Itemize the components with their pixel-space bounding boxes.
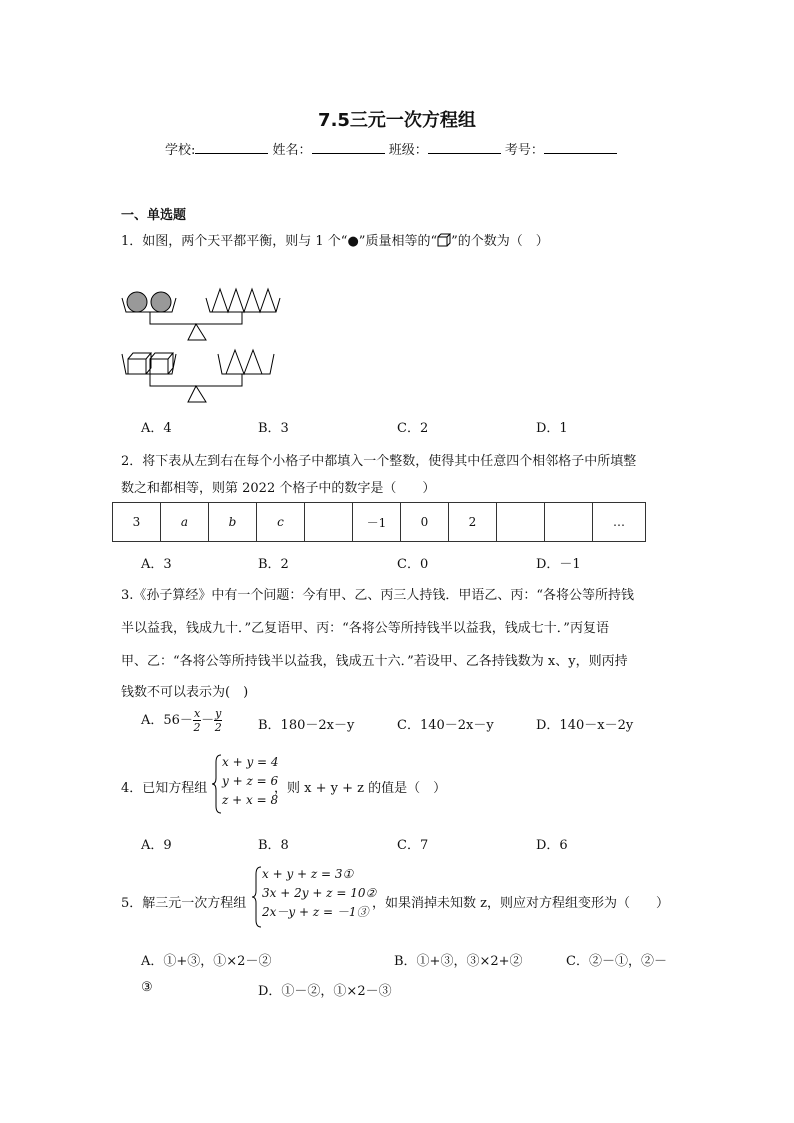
q4-option-c: C．7 xyxy=(397,838,429,853)
number-sequence-table xyxy=(112,502,646,542)
fraction-numerator: y xyxy=(215,707,222,720)
q1-stem-text: 1．如图，两个天平都平衡，则与 1 个“●”质量相等的“ xyxy=(121,234,438,249)
cube-icon xyxy=(437,233,451,247)
table-cell: a xyxy=(161,503,209,542)
table-cell: c xyxy=(257,503,305,542)
fraction-denominator: 2 xyxy=(193,721,201,734)
q4-equation-system xyxy=(222,753,279,810)
name-label: 姓名： xyxy=(272,143,312,158)
equation: 2x－y + z = －1③ xyxy=(262,905,369,919)
q2-option-c: C．0 xyxy=(397,557,429,572)
q3-option-d: D．140－x－2y xyxy=(536,718,634,733)
q5-equation-system xyxy=(262,865,376,922)
school-blank xyxy=(195,141,268,154)
q4-option-a: A．9 xyxy=(141,838,172,853)
q5-option-b: B．①+③，③×2+② xyxy=(394,954,523,969)
fraction xyxy=(193,707,201,734)
equation: x + y = 4 xyxy=(222,755,279,769)
equation: x + y + z = 3① xyxy=(262,867,354,881)
table-cell xyxy=(545,503,593,542)
q4-option-b: B．8 xyxy=(258,838,289,853)
question-3-line-2: 半以益我，钱成九十．”乙复语甲、丙：“各将公等所持钱半以益我，钱成七十．”丙复语 xyxy=(121,621,609,636)
page-title: 7.5三元一次方程组 xyxy=(318,110,476,131)
q2-option-b: B．2 xyxy=(258,557,289,572)
equation: z + x = 8 xyxy=(222,793,279,807)
minus-sign: － xyxy=(201,713,215,728)
q4-option-d: D．6 xyxy=(536,838,568,853)
equation: y + z = 6 xyxy=(222,774,279,788)
q5-option-a: A．①+③，①×2－② xyxy=(141,954,272,969)
table-cell xyxy=(497,503,545,542)
table-cell: b xyxy=(209,503,257,542)
table-cell: 0 xyxy=(401,503,449,542)
q1-option-a: A．4 xyxy=(141,421,172,436)
student-info-line xyxy=(165,139,617,158)
question-5-suffix: ，如果消掉未知数 z，则应对方程组变形为（ ） xyxy=(372,896,669,911)
q3-option-c: C．140－2x－y xyxy=(397,718,494,733)
q5-option-c: C．②－①，②－ xyxy=(566,954,667,969)
name-blank xyxy=(312,141,385,154)
class-blank xyxy=(428,141,501,154)
question-4-prefix: 4．已知方程组 xyxy=(121,781,208,796)
fraction-numerator: x xyxy=(193,707,201,720)
left-brace xyxy=(252,866,262,928)
fraction xyxy=(214,707,222,734)
q2-option-d: D．－1 xyxy=(536,557,581,572)
q3-option-a-prefix: A．56－ xyxy=(141,713,193,728)
school-label: 学校: xyxy=(165,143,196,158)
question-3-line-3: 甲、乙：“各将公等所持钱半以益我，钱成五十六．”若设甲、乙各持钱数为 x、y，则丙持 xyxy=(121,654,628,669)
table-row xyxy=(113,503,646,542)
equation: 3x + 2y + z = 10② xyxy=(262,886,377,900)
q3-option-b: B．180－2x－y xyxy=(258,718,355,733)
fraction-denominator: 2 xyxy=(214,721,222,734)
q1-stem-end: ”的个数为（ ） xyxy=(451,234,549,249)
balance-scales-figure xyxy=(118,282,298,406)
q1-option-d: D．1 xyxy=(536,421,568,436)
question-4-suffix: ，则 x + y + z 的值是（ ） xyxy=(274,781,447,796)
table-cell: … xyxy=(593,503,646,542)
question-1-stem xyxy=(121,230,549,249)
q1-option-c: C．2 xyxy=(397,421,429,436)
q2-option-a: A．3 xyxy=(141,557,172,572)
q3-option-a xyxy=(141,707,222,734)
class-label: 班级： xyxy=(388,143,428,158)
question-5-prefix: 5．解三元一次方程组 xyxy=(121,896,247,911)
q1-option-b: B．3 xyxy=(258,421,289,436)
exam-no-label: 考号： xyxy=(504,143,544,158)
table-cell: 3 xyxy=(113,503,161,542)
table-cell: －1 xyxy=(353,503,401,542)
question-3-line-1: 3.《孙子算经》中有一个问题：今有甲、乙、丙三人持钱．甲语乙、丙：“各将公等所持钱 xyxy=(121,588,635,603)
q5-option-d: D．①－②，①×2－③ xyxy=(258,984,392,999)
table-cell: 2 xyxy=(449,503,497,542)
table-cell xyxy=(305,503,353,542)
exam-no-blank xyxy=(544,141,617,154)
question-2-line-1: 2．将下表从左到右在每个小格子中都填入一个整数，使得其中任意四个相邻格子中所填整 xyxy=(121,454,637,469)
q5-option-c-cont: ③ xyxy=(141,980,153,995)
left-brace xyxy=(212,754,222,814)
question-3-line-4: 钱数不可以表示为( ) xyxy=(121,685,249,700)
question-2-line-2: 数之和都相等，则第 2022 个格子中的数字是（ ） xyxy=(121,481,436,496)
section-heading: 一、单选题 xyxy=(121,208,187,223)
